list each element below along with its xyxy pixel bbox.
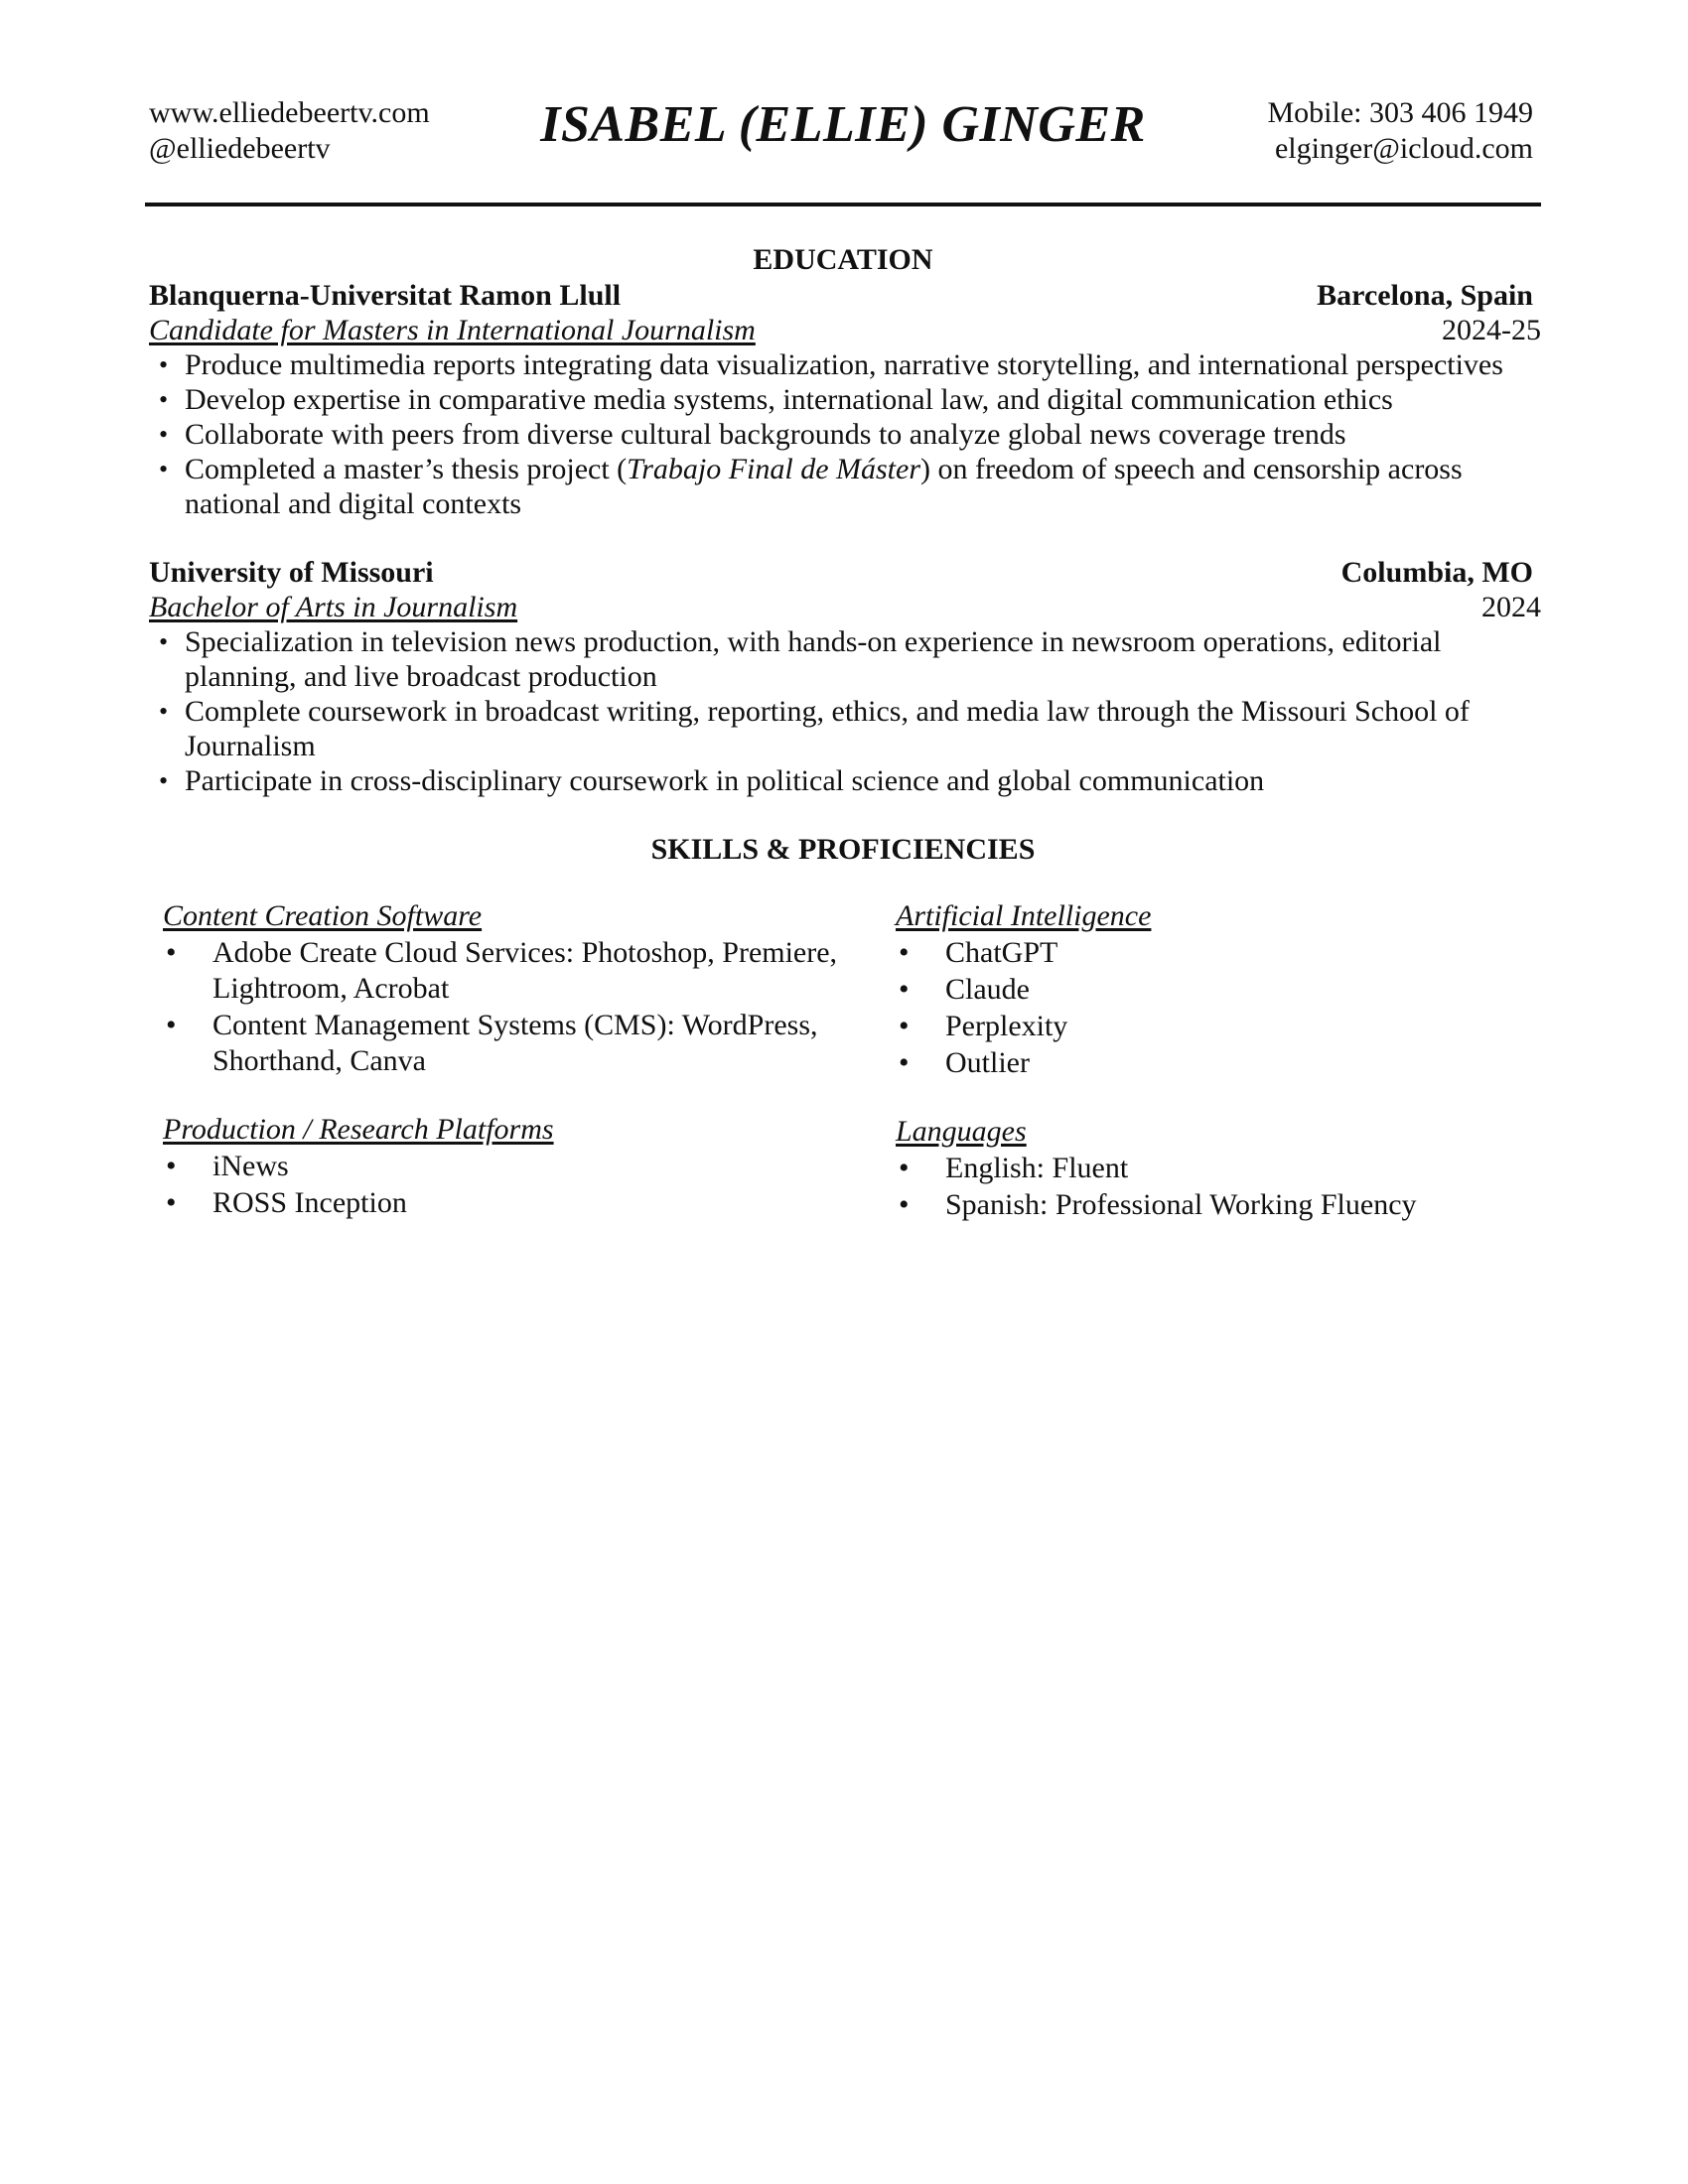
- skill-group-heading: Artificial Intelligence: [896, 899, 1152, 932]
- bullet-icon: •: [159, 350, 169, 379]
- education-entry-blanquerna: [145, 278, 1541, 521]
- bullet-icon: •: [166, 1150, 177, 1182]
- degree-years: 2024-25: [1442, 314, 1541, 346]
- bullet-icon: •: [899, 1010, 910, 1042]
- list-item: • Participate in cross-disciplinary coursework in political science and global communication: [159, 764, 1265, 797]
- mobile-number: Mobile: 303 406 1949: [1267, 96, 1533, 129]
- skills-heading: SKILLS & PROFICIENCIES: [650, 833, 1036, 866]
- list-item: • English: Fluent: [899, 1152, 1129, 1184]
- bullet-icon: •: [159, 385, 169, 414]
- bullet-icon: •: [899, 973, 910, 1006]
- education-entry-missouri: [145, 555, 1541, 798]
- skill-list: [163, 935, 848, 1079]
- skill-list: [896, 1151, 1531, 1223]
- bullet-icon: •: [899, 1152, 910, 1184]
- list-item: • Completed a master’s thesis project (Trabajo Final de Máster) on freedom of speech and censorship across national and digital contexts: [159, 453, 1463, 520]
- degree-years: 2024: [1481, 591, 1541, 623]
- bullet-icon: •: [899, 936, 910, 969]
- list-item: • Spanish: Professional Working Fluency: [899, 1188, 1417, 1221]
- list-item: • Adobe Create Cloud Services: Photoshop, Premiere, Lightroom, Acrobat: [166, 936, 838, 1005]
- list-item: • Outlier: [899, 1046, 1030, 1079]
- school-location: Columbia, MO: [1340, 556, 1533, 589]
- skill-group-production: [163, 1111, 896, 1221]
- bullet-icon: •: [899, 1046, 910, 1079]
- bullet-icon: •: [159, 455, 169, 483]
- bullet-icon: •: [159, 420, 169, 449]
- resume-header: [145, 95, 1541, 205]
- bullet-icon: •: [166, 1186, 177, 1219]
- social-handle: @elliedebeertv: [149, 132, 331, 165]
- bullet-icon: •: [159, 627, 169, 656]
- list-item: • Perplexity: [899, 1010, 1068, 1042]
- degree-title: Bachelor of Arts in Journalism: [149, 591, 518, 623]
- header-divider: [145, 203, 1541, 206]
- list-item: • Produce multimedia reports integrating data visualization, narrative storytelling, and international perspectives: [159, 348, 1503, 381]
- list-item: • Claude: [899, 973, 1030, 1006]
- skill-group-languages: [896, 1113, 1531, 1223]
- skills-right-column: [896, 897, 1531, 1224]
- website-link[interactable]: www.elliedebeertv.com: [149, 96, 430, 129]
- degree-title: Candidate for Masters in International Journalism: [149, 314, 756, 346]
- skill-group-ai: [896, 897, 1531, 1081]
- skills-left-column: [163, 897, 896, 1224]
- bullet-icon: •: [899, 1188, 910, 1221]
- bullet-icon: •: [166, 936, 177, 969]
- resume-page: [145, 95, 1541, 1224]
- education-bullets: [145, 624, 1541, 798]
- list-item: • Specialization in television news production, with hands-on experience in newsroom operations, editorial planning, and live broadcast production: [159, 625, 1442, 693]
- bullet-icon: •: [166, 1009, 177, 1041]
- skill-group-heading: Content Creation Software: [163, 899, 483, 932]
- list-item: • Collaborate with peers from diverse cultural backgrounds to analyze global news coverage trends: [159, 418, 1346, 451]
- school-name: Blanquerna-Universitat Ramon Llull: [149, 279, 622, 312]
- education-bullets: [145, 347, 1541, 521]
- list-item: • Content Management Systems (CMS): WordPress, Shorthand, Canva: [166, 1009, 818, 1077]
- skill-group-content-creation: [163, 897, 896, 1079]
- skill-list: [163, 1149, 848, 1221]
- skill-group-heading: Languages: [896, 1115, 1027, 1148]
- bullet-icon: •: [159, 697, 169, 726]
- skills-grid: [145, 897, 1541, 1224]
- education-heading: EDUCATION: [753, 243, 933, 276]
- school-location: Barcelona, Spain: [1317, 279, 1533, 312]
- list-item: • iNews: [166, 1150, 289, 1182]
- list-item: • ROSS Inception: [166, 1186, 407, 1219]
- list-item: • Complete coursework in broadcast writing, reporting, ethics, and media law through the Missouri School of Journalism: [159, 695, 1470, 762]
- skill-list: [896, 935, 1531, 1081]
- email-link[interactable]: elginger@icloud.com: [1274, 132, 1533, 165]
- bullet-icon: •: [159, 766, 169, 795]
- list-item: • ChatGPT: [899, 936, 1058, 969]
- school-name: University of Missouri: [149, 556, 434, 589]
- skill-group-heading: Production / Research Platforms: [163, 1113, 554, 1146]
- candidate-name: ISABEL (ELLIE) GINGER: [540, 96, 1146, 153]
- list-item: • Develop expertise in comparative media systems, international law, and digital communication ethics: [159, 383, 1393, 416]
- header-right-contact: [1268, 95, 1534, 167]
- thesis-title: Trabajo Final de Máster: [627, 453, 921, 485]
